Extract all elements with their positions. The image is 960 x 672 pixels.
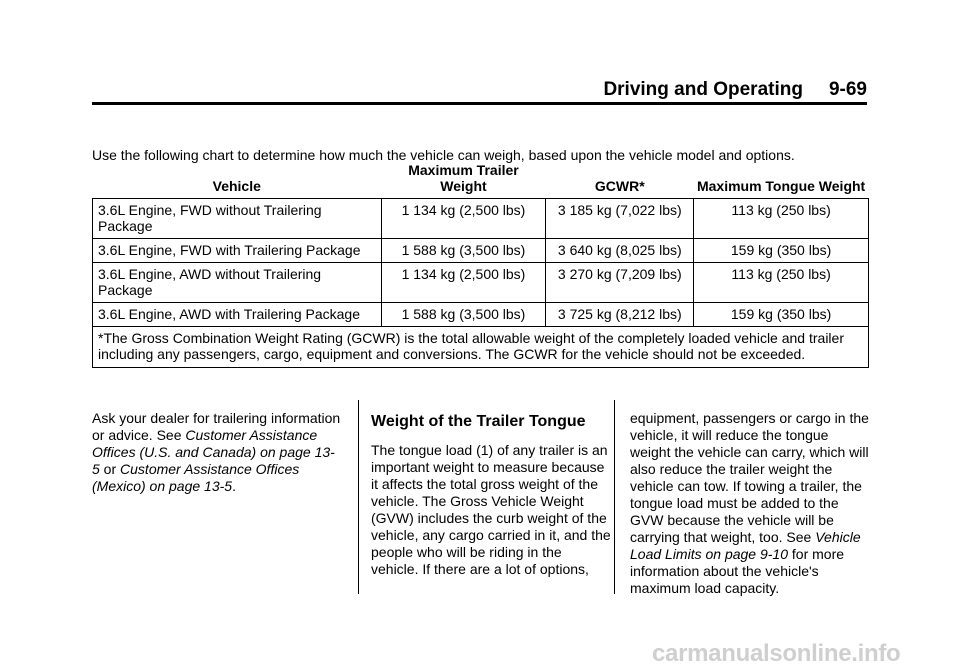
- page-header: [92, 78, 867, 102]
- column-divider: [614, 400, 615, 594]
- dealer-advice-connector: or: [99, 461, 121, 477]
- ref-customer-assistance-us-canada[interactable]: Customer Assistance Offices (U.S. and Canada) on page 13-5: [92, 427, 335, 477]
- tongue-weight-continued-paragraph: [630, 410, 870, 597]
- header-max-tongue-weight: Maximum Tongue Weight: [696, 178, 866, 194]
- gcwr-footnote: *The Gross Combination Weight Rating (GCWR) is the total allowable weight of the completely loaded vehicle and trailer including any passengers, cargo, equipment and conversions. The GCWR for the vehicle should not be exceeded.: [93, 327, 869, 368]
- watermark: carmanualsonline.info: [652, 640, 901, 667]
- cell-tongue-weight: 159 kg (350 lbs): [694, 239, 869, 263]
- cell-trailer-weight: 1 134 kg (2,500 lbs): [381, 199, 546, 239]
- trailer-weight-table: [92, 158, 869, 368]
- table-row: [93, 199, 869, 239]
- cell-gcwr: 3 185 kg (7,022 lbs): [546, 199, 694, 239]
- cell-gcwr: 3 725 kg (8,212 lbs): [546, 303, 694, 327]
- cell-trailer-weight: 1 588 kg (3,500 lbs): [381, 239, 546, 263]
- intro-text: Use the following chart to determine how much the vehicle can weigh, based upon the vehicle model and options.: [92, 147, 795, 163]
- column-dealer-advice: [92, 410, 342, 495]
- cell-vehicle: 3.6L Engine, AWD with Trailering Package: [93, 303, 382, 327]
- dealer-advice-end: .: [232, 478, 236, 494]
- table-header-row: [93, 158, 869, 199]
- section-heading-tongue-weight: Weight of the Trailer Tongue: [371, 413, 586, 430]
- cell-vehicle: 3.6L Engine, FWD without Trailering Package: [93, 199, 382, 239]
- ref-customer-assistance-mexico[interactable]: Customer Assistance Offices (Mexico) on page 13-5: [92, 461, 300, 494]
- header-rule: [92, 102, 867, 105]
- cell-trailer-weight: 1 588 kg (3,500 lbs): [381, 303, 546, 327]
- cell-vehicle: 3.6L Engine, FWD with Trailering Package: [93, 239, 382, 263]
- section-title: Driving and Operating: [603, 79, 803, 100]
- cell-vehicle: 3.6L Engine, AWD without Trailering Package: [93, 263, 382, 303]
- page-number: 9-69: [828, 79, 867, 100]
- continued-text-end: for more information about the vehicle's maximum load capacity.: [630, 546, 845, 596]
- header-vehicle: Vehicle: [212, 178, 261, 194]
- header-gcwr: GCWR*: [594, 178, 645, 194]
- table-footnote-row: [93, 327, 869, 368]
- cell-tongue-weight: 159 kg (350 lbs): [694, 303, 869, 327]
- continued-text: equipment, passengers or cargo in the vehicle, it will reduce the tongue weight the vehicle can carry, which will also reduce the trailer weight the vehicle can tow. If towing a trailer, the tongue load must be added to the GVW because the vehicle will be carrying that weight, too. See: [630, 410, 869, 545]
- table-row: [93, 263, 869, 303]
- table-row: [93, 239, 869, 263]
- ref-vehicle-load-limits[interactable]: Vehicle Load Limits on page 9-10: [630, 529, 861, 562]
- cell-gcwr: 3 270 kg (7,209 lbs): [546, 263, 694, 303]
- cell-tongue-weight: 113 kg (250 lbs): [694, 199, 869, 239]
- column-divider: [358, 400, 359, 594]
- column-tongue-weight-continued: [630, 410, 870, 597]
- cell-tongue-weight: 113 kg (250 lbs): [694, 263, 869, 303]
- cell-trailer-weight: 1 134 kg (2,500 lbs): [381, 263, 546, 303]
- cell-gcwr: 3 640 kg (8,025 lbs): [546, 239, 694, 263]
- dealer-advice-text: Ask your dealer for trailering information or advice. See: [92, 410, 341, 443]
- table-row: [93, 303, 869, 327]
- tongue-weight-paragraph: The tongue load (1) of any trailer is an important weight to measure because it affects the total gross weight of the vehicle. The Gross Vehicle Weight (GVW) includes the curb weight of the vehicle, any cargo carried in it, and the people who will be riding in the vehicle. If there are a lot of options,: [371, 442, 611, 577]
- column-tongue-weight: [371, 410, 611, 578]
- header-max-trailer-weight: Maximum Trailer Weight: [408, 162, 519, 194]
- dealer-advice-paragraph: [92, 410, 342, 495]
